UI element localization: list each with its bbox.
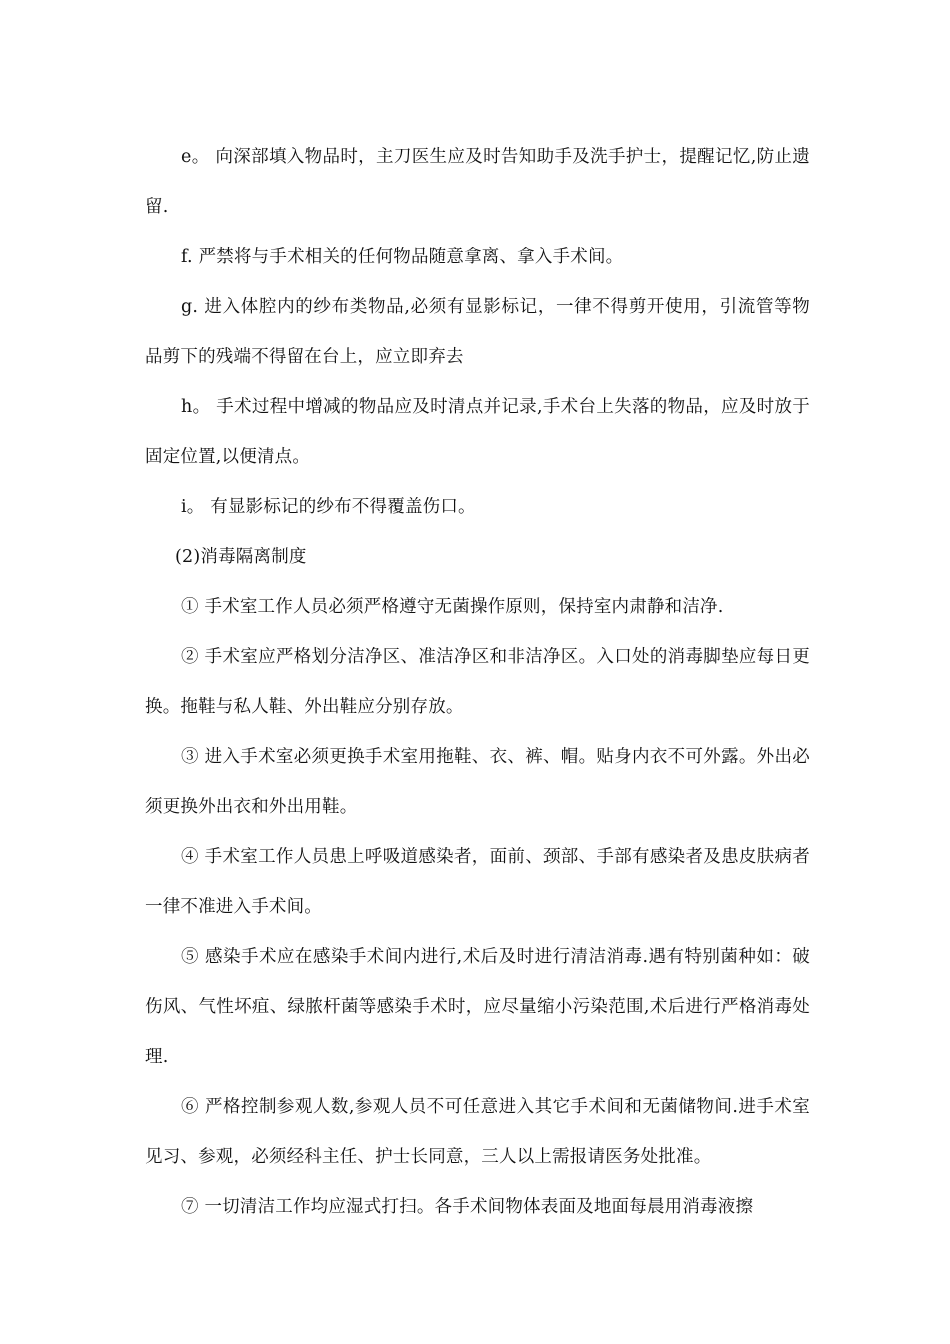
paragraph-item-f: f. 严禁将与手术相关的任何物品随意拿离、拿入手术间。 [181, 247, 624, 267]
paragraph-item-g: g. 进入体腔内的纱布类物品,必须有显影标记，一律不得剪开使用，引流管等物品剪下的残端不得留在台上，应立即弃去 [145, 297, 810, 367]
paragraph-item-e: e。 向深部填入物品时，主刀医生应及时告知助手及洗手护士，提醒记忆,防止遗留. [145, 147, 810, 217]
rule-item-4: ④ 手术室工作人员患上呼吸道感染者，面前、颈部、手部有感染者及患皮肤病者一律不准进入手术间。 [145, 847, 810, 917]
rule-item-6: ⑥ 严格控制参观人数,参观人员不可任意进入其它手术间和无菌储物间.进手术室见习、参观，必须经科主任、护士长同意，三人以上需报请医务处批准。 [145, 1097, 810, 1167]
rule-item-2: ② 手术室应严格划分洁净区、准洁净区和非洁净区。入口处的消毒脚垫应每日更换。拖鞋与私人鞋、外出鞋应分别存放。 [145, 647, 810, 717]
rule-item-1: ① 手术室工作人员必须严格遵守无菌操作原则，保持室内肃静和洁净. [181, 597, 724, 617]
document-body [145, 132, 810, 1232]
rule-item-7: ⑦ 一切清洁工作均应湿式打扫。各手术间物体表面及地面每晨用消毒液擦 [181, 1197, 754, 1217]
paragraph-item-i: i。 有显影标记的纱布不得覆盖伤口。 [181, 497, 476, 517]
paragraph-item-h: h。 手术过程中增减的物品应及时清点并记录,手术台上失落的物品，应及时放于固定位置,以便清点。 [145, 397, 810, 467]
rule-item-3: ③ 进入手术室必须更换手术室用拖鞋、衣、裤、帽。贴身内衣不可外露。外出必须更换外出衣和外出用鞋。 [145, 747, 810, 817]
rule-item-5: ⑤ 感染手术应在感染手术间内进行,术后及时进行清洁消毒.遇有特别菌种如：破伤风、气性坏疽、绿脓杆菌等感染手术时，应尽量缩小污染范围,术后进行严格消毒处理. [145, 947, 810, 1067]
section-heading: (2)消毒隔离制度 [175, 547, 307, 567]
